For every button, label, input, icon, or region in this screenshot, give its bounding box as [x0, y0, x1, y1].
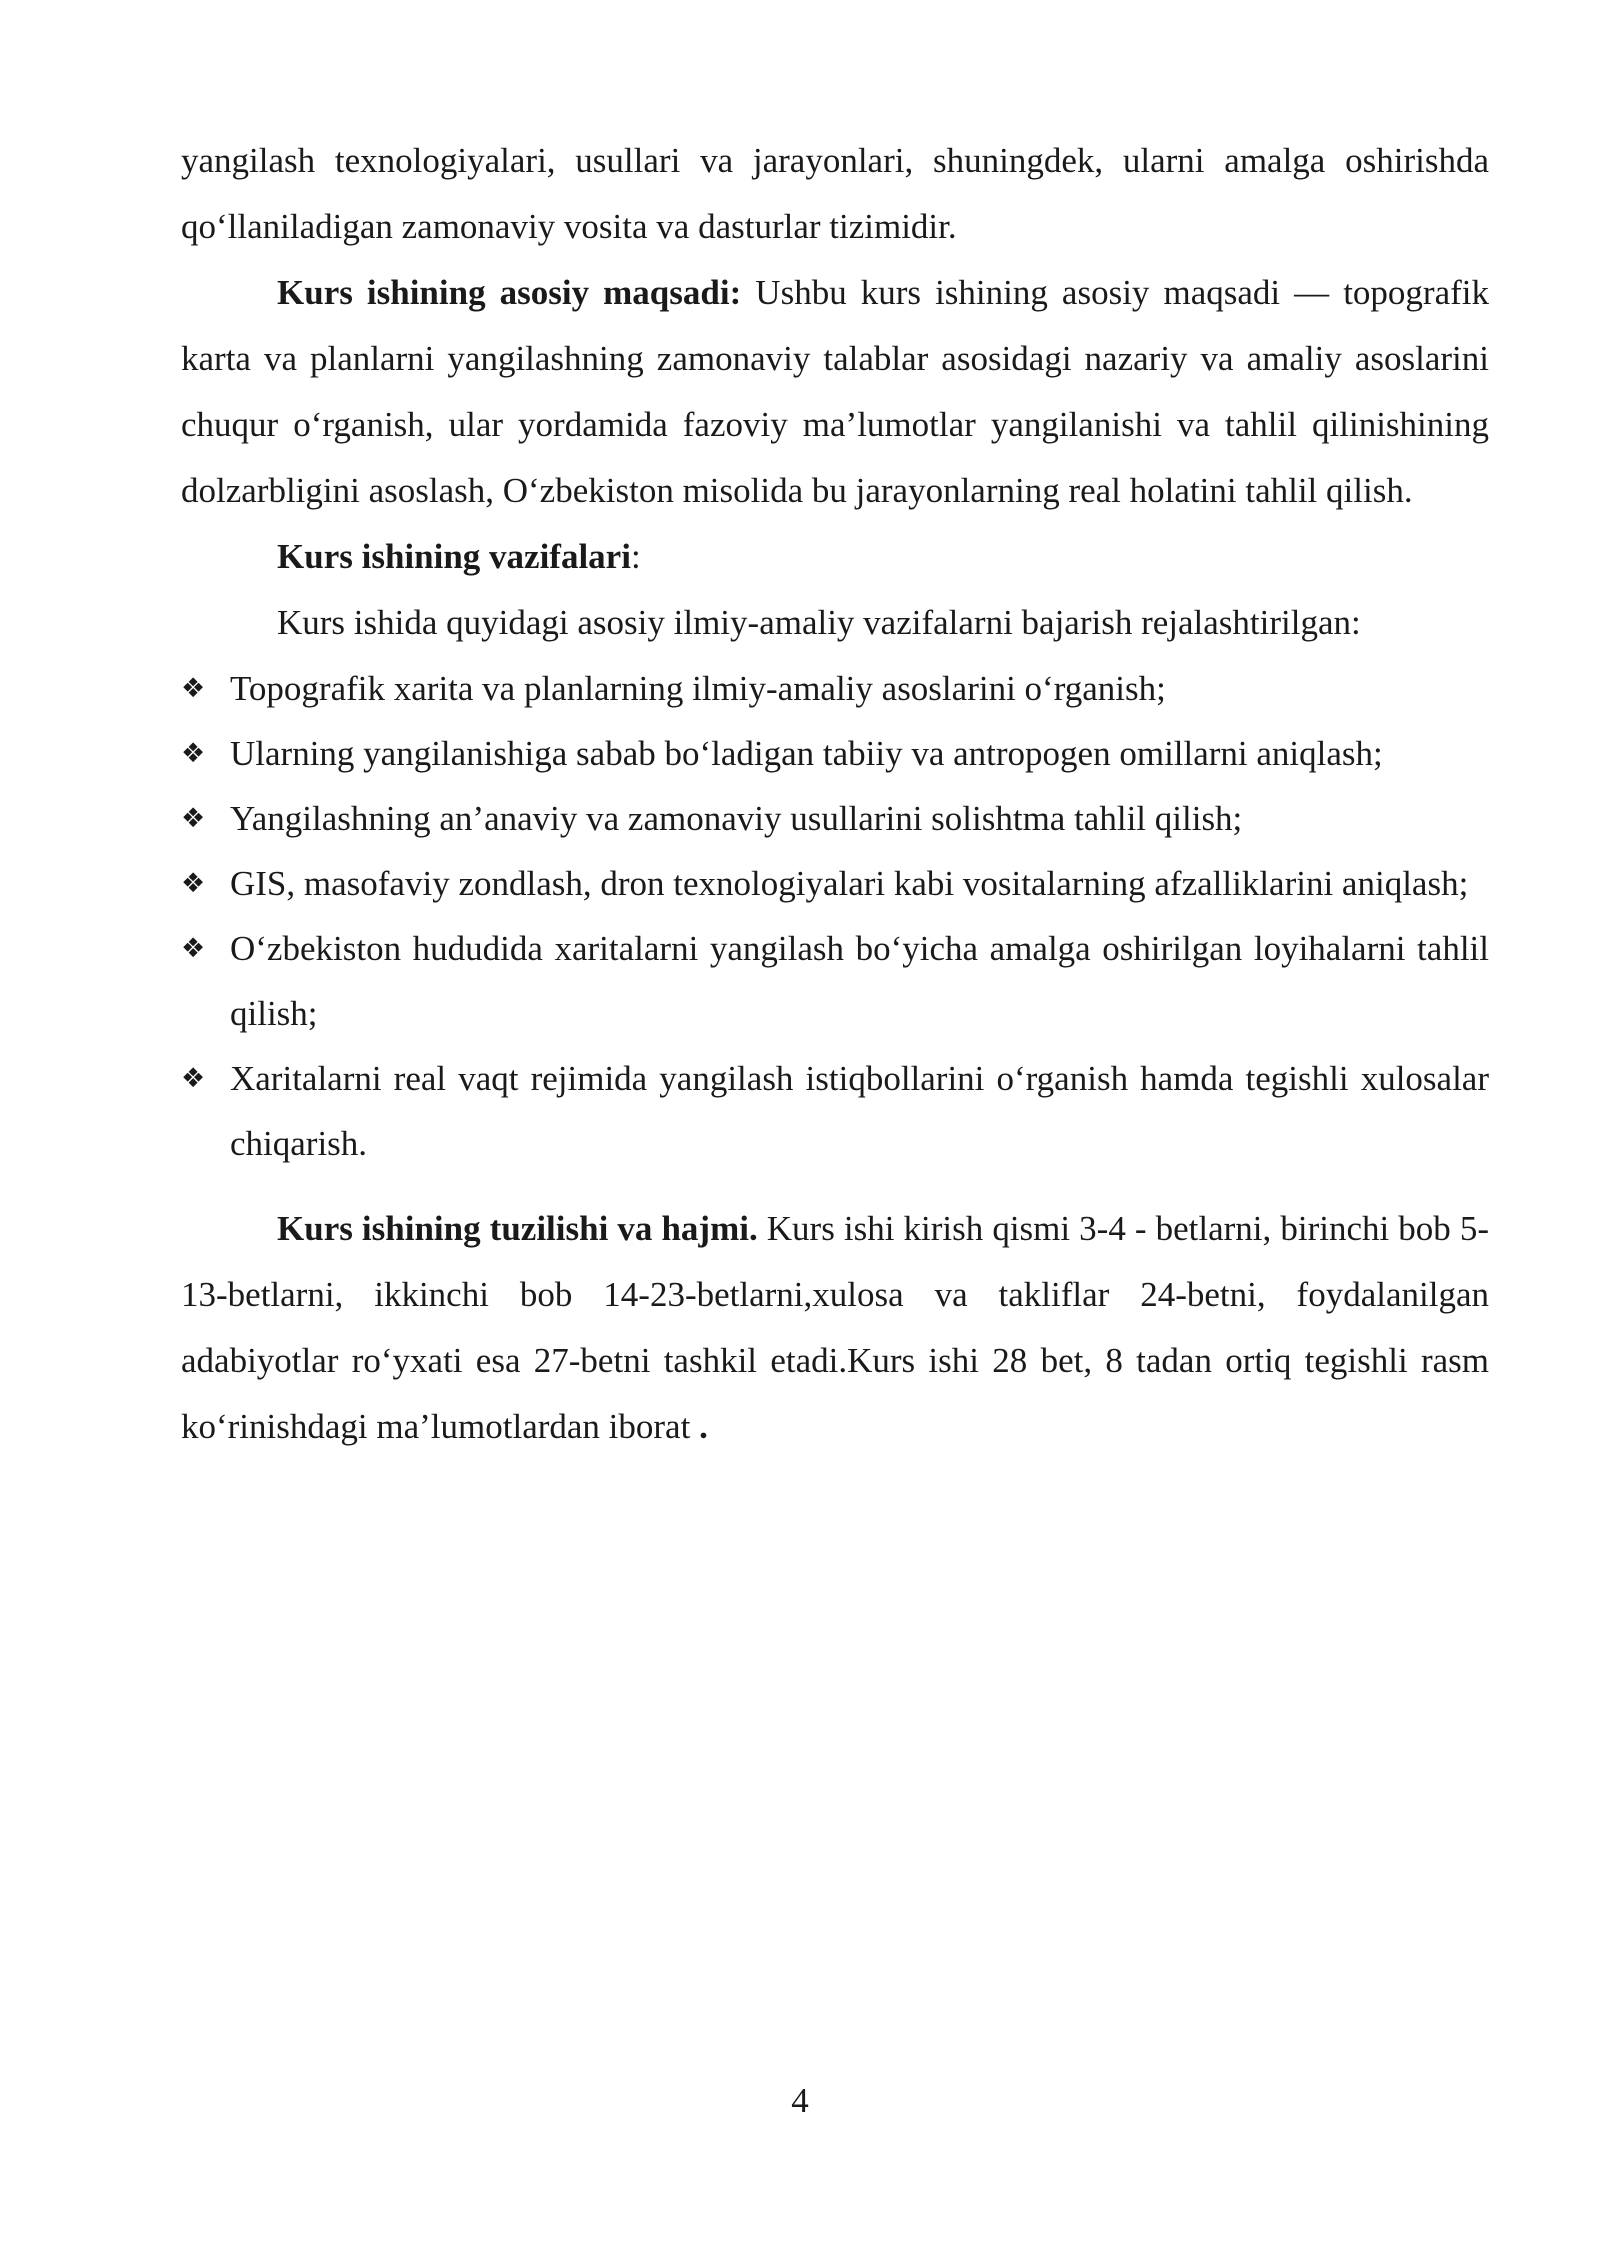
list-item [181, 786, 1489, 851]
diamond-bullet-icon: ❖ [181, 673, 206, 704]
diamond-bullet-icon: ❖ [181, 933, 206, 964]
list-item-text: GIS, masofaviy zondlash, dron texnologiyalari kabi vositalarning afzalliklarini aniqlash; [230, 864, 1469, 903]
list-item-text: Xaritalarni real vaqt rejimida yangilash istiqbollarini o‘rganish hamda tegishli xulosalar chiqarish. [230, 1059, 1489, 1163]
document-page [181, 128, 1489, 1460]
page-number: 4 [791, 2081, 809, 2120]
tasks-heading: Kurs ishining vazifalari [277, 537, 631, 576]
tasks-list [181, 656, 1489, 1176]
list-item [181, 721, 1489, 786]
diamond-bullet-icon: ❖ [181, 868, 206, 899]
structure-paragraph [181, 1196, 1489, 1460]
intro-continuation-paragraph: yangilash texnologiyalari, usullari va jarayonlari, shuningdek, ularni amalga oshirishda qo‘llaniladigan zamonaviy vosita va dasturlar tizimidir. [181, 141, 1489, 246]
diamond-bullet-icon: ❖ [181, 803, 206, 834]
goal-heading: Kurs ishining asosiy maqsadi: [277, 273, 742, 312]
tasks-heading-suffix: : [630, 537, 641, 576]
tasks-intro-paragraph: Kurs ishida quyidagi asosiy ilmiy-amaliy vazifalarni bajarish rejalashtirilgan: [277, 603, 1361, 642]
list-item-text: Topografik xarita va planlarning ilmiy-amaliy asoslarini o‘rganish; [230, 669, 1166, 708]
paragraph-spacer [181, 1176, 1489, 1196]
list-item [181, 1046, 1489, 1176]
list-item-text: O‘zbekiston hududida xaritalarni yangilash bo‘yicha amalga oshirilgan loyihalarni tahlil qilish; [230, 929, 1489, 1033]
list-item-text: Ularning yangilanishiga sabab bo‘ladigan tabiiy va antropogen omillarni aniqlash; [230, 734, 1383, 773]
list-item [181, 851, 1489, 916]
structure-heading: Kurs ishining tuzilishi va hajmi. [277, 1209, 758, 1248]
list-item [181, 916, 1489, 1046]
goal-paragraph [181, 260, 1489, 524]
structure-text: Kurs ishi kirish qismi 3-4 - betlarni, birinchi bob 5-13-betlarni, ikkinchi bob 14-23-betlarni,xulosa va takliflar 24-betni, foydalanilgan adabiyotlar ro‘yxati esa 27-betni tashkil etadi.Kurs ishi 28 bet, 8 tadan ortiq tegishli rasm ko‘rinishdagi ma’lumotlardan iborat [181, 1209, 1489, 1446]
list-item-text: Yangilashning an’anaviy va zamonaviy usullarini solishtma tahlil qilish; [230, 799, 1243, 838]
tasks-heading-paragraph [181, 524, 1489, 590]
goal-text: Ushbu kurs ishining asosiy maqsadi — topografik karta va planlarni yangilashning zamonaviy talablar asosidagi nazariy va amaliy asoslarini chuqur o‘rganish, ular yordamida fazoviy ma’lumotlar yangilanishi va tahlil qilinishining dolzarbligini asoslash, O‘zbekiston misolida bu jarayonlarning real holatini tahlil qilish. [181, 273, 1489, 510]
structure-end-mark: . [690, 1407, 708, 1446]
list-item [181, 656, 1489, 721]
diamond-bullet-icon: ❖ [181, 1063, 206, 1094]
diamond-bullet-icon: ❖ [181, 738, 206, 769]
